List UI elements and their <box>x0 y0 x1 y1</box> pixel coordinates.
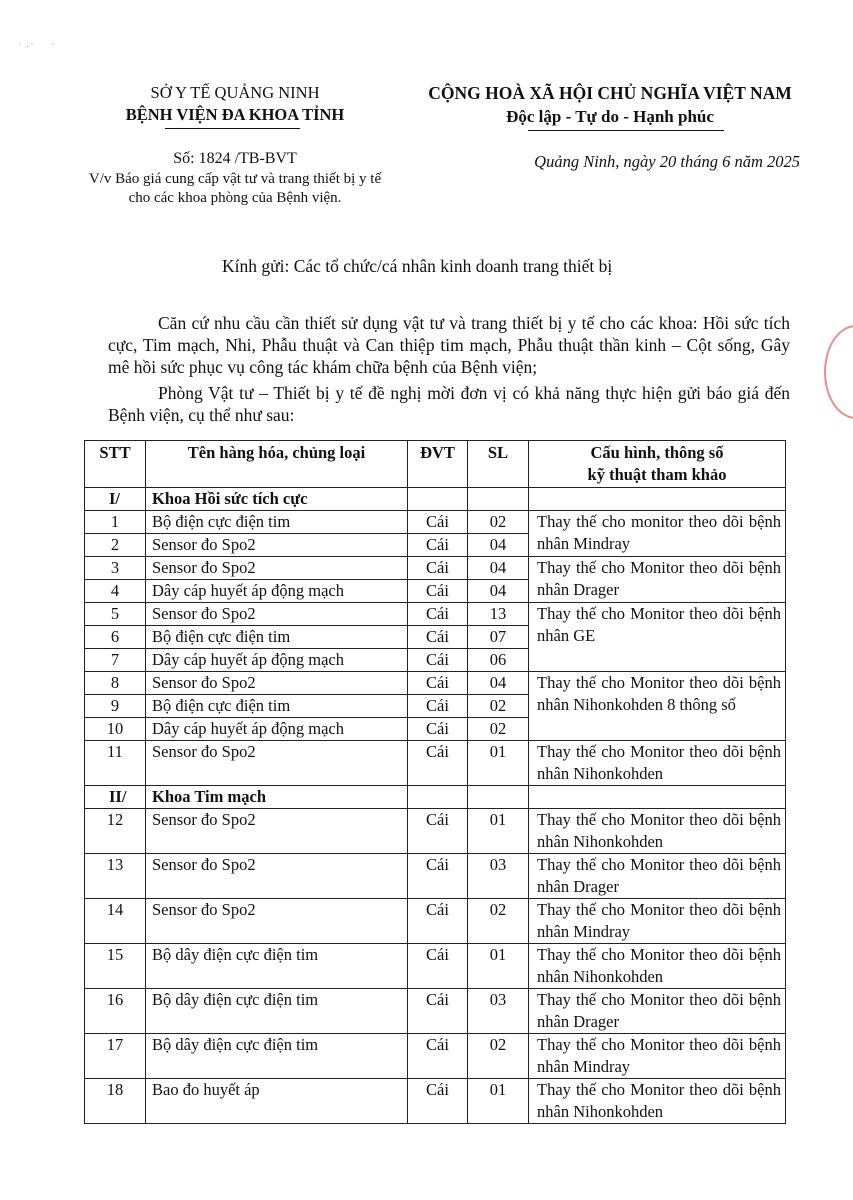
row-name: Sensor đo Spo2 <box>146 557 408 580</box>
row-qty: 04 <box>468 557 529 580</box>
stamp-seal-edge <box>824 325 853 419</box>
scan-mark: · .· · <box>18 40 56 49</box>
row-stt: 3 <box>85 557 146 580</box>
row-unit: Cái <box>408 944 468 989</box>
row-qty: 03 <box>468 854 529 899</box>
table-row <box>85 603 786 626</box>
row-spec: Thay thế cho Monitor theo dõi bệnh nhân Nihonkohden <box>529 741 786 786</box>
row-unit: Cái <box>408 1079 468 1124</box>
header-spec-line-1: Cấu hình, thông số <box>590 443 724 462</box>
row-spec: Thay thế cho Monitor theo dõi bệnh nhân Mindray <box>529 899 786 944</box>
row-qty: 07 <box>468 626 529 649</box>
row-qty: 01 <box>468 944 529 989</box>
row-qty: 03 <box>468 989 529 1034</box>
national-header <box>405 82 815 128</box>
row-qty: 02 <box>468 511 529 534</box>
row-spec: Thay thế cho Monitor theo dõi bệnh nhân GE <box>529 603 786 672</box>
row-stt: 15 <box>85 944 146 989</box>
row-stt: 5 <box>85 603 146 626</box>
row-unit: Cái <box>408 626 468 649</box>
row-name: Sensor đo Spo2 <box>146 809 408 854</box>
row-unit: Cái <box>408 534 468 557</box>
motto-underline <box>528 130 724 131</box>
section-title: Khoa Tim mạch <box>146 786 408 809</box>
section-row <box>85 488 786 511</box>
row-stt: 14 <box>85 899 146 944</box>
row-unit: Cái <box>408 899 468 944</box>
row-spec: Thay thế cho Monitor theo dõi bệnh nhân Drager <box>529 557 786 603</box>
row-name: Bộ điện cực điện tim <box>146 695 408 718</box>
row-qty: 04 <box>468 672 529 695</box>
header-stt: STT <box>85 441 146 488</box>
table-row <box>85 741 786 786</box>
row-qty: 04 <box>468 534 529 557</box>
row-stt: 8 <box>85 672 146 695</box>
row-name: Sensor đo Spo2 <box>146 603 408 626</box>
table-header-row <box>85 441 786 488</box>
row-spec: Thay thế cho Monitor theo dõi bệnh nhân Nihonkohden <box>529 944 786 989</box>
row-stt: 7 <box>85 649 146 672</box>
header-spec <box>529 441 786 488</box>
header-qty: SL <box>468 441 529 488</box>
row-unit: Cái <box>408 580 468 603</box>
row-unit: Cái <box>408 741 468 786</box>
table-row <box>85 511 786 534</box>
row-name: Dây cáp huyết áp động mạch <box>146 718 408 741</box>
table-row <box>85 899 786 944</box>
paragraph-request: Phòng Vật tư – Thiết bị y tế đề nghị mời đơn vị có khả năng thực hiện gửi báo giá đến Bệnh viện, cụ thể như sau: <box>108 383 790 425</box>
row-unit: Cái <box>408 603 468 626</box>
row-name: Sensor đo Spo2 <box>146 899 408 944</box>
section-number: I/ <box>85 488 146 511</box>
section-row <box>85 786 786 809</box>
row-qty: 01 <box>468 741 529 786</box>
row-unit: Cái <box>408 809 468 854</box>
row-unit: Cái <box>408 557 468 580</box>
section-number: II/ <box>85 786 146 809</box>
row-spec: Thay thế cho Monitor theo dõi bệnh nhân Nihonkohden <box>529 809 786 854</box>
row-name: Dây cáp huyết áp động mạch <box>146 649 408 672</box>
row-name: Sensor đo Spo2 <box>146 672 408 695</box>
org-parent: SỞ Y TẾ QUẢNG NINH <box>150 83 320 102</box>
row-name: Bộ dây điện cực điện tim <box>146 944 408 989</box>
doc-number: Số: 1824 /TB-BVT <box>173 150 297 167</box>
row-stt: 1 <box>85 511 146 534</box>
header-unit: ĐVT <box>408 441 468 488</box>
subject-line-1: V/v Báo giá cung cấp vật tư và trang thiết bị y tế <box>88 171 382 187</box>
row-name: Sensor đo Spo2 <box>146 854 408 899</box>
row-qty: 02 <box>468 718 529 741</box>
row-unit: Cái <box>408 989 468 1034</box>
greeting: Kính gửi: Các tổ chức/cá nhân kinh doanh trang thiết bị <box>222 256 613 276</box>
row-qty: 02 <box>468 695 529 718</box>
row-unit: Cái <box>408 511 468 534</box>
row-qty: 01 <box>468 809 529 854</box>
row-spec: Thay thế cho Monitor theo dõi bệnh nhân Nihonkohden <box>529 1079 786 1124</box>
issuer-block <box>85 82 385 126</box>
row-qty: 13 <box>468 603 529 626</box>
table-row <box>85 557 786 580</box>
row-spec: Thay thế cho Monitor theo dõi bệnh nhân Nihonkohden 8 thông số <box>529 672 786 741</box>
header-name: Tên hàng hóa, chủng loại <box>146 441 408 488</box>
section-title: Khoa Hồi sức tích cực <box>146 488 408 511</box>
header-spec-line-2: kỹ thuật tham khảo <box>587 465 727 484</box>
table-row <box>85 989 786 1034</box>
row-stt: 18 <box>85 1079 146 1124</box>
nation-title: CỘNG HOÀ XÃ HỘI CHỦ NGHĨA VIỆT NAM <box>428 83 792 103</box>
table-row <box>85 672 786 695</box>
row-spec: Thay thế cho Monitor theo dõi bệnh nhân Drager <box>529 854 786 899</box>
row-name: Bộ dây điện cực điện tim <box>146 989 408 1034</box>
row-stt: 12 <box>85 809 146 854</box>
row-unit: Cái <box>408 649 468 672</box>
issuer-underline <box>165 128 300 129</box>
row-unit: Cái <box>408 854 468 899</box>
row-name: Bộ điện cực điện tim <box>146 626 408 649</box>
items-table <box>84 440 786 1124</box>
row-name: Bao đo huyết áp <box>146 1079 408 1124</box>
row-name: Sensor đo Spo2 <box>146 741 408 786</box>
row-stt: 4 <box>85 580 146 603</box>
row-qty: 02 <box>468 1034 529 1079</box>
row-qty: 01 <box>468 1079 529 1124</box>
paragraph-basis: Căn cứ nhu cầu cần thiết sử dụng vật tư và trang thiết bị y tế cho các khoa: Hồi sức tích cực, Tim mạch, Nhi, Phẫu thuật và Can thiệp tim mạch, Phẫu thuật thần kinh – Cột sống, Gây mê hồi sức phục vụ công tác khám chữa bệnh của Bệnh viện; <box>108 313 790 377</box>
row-qty: 06 <box>468 649 529 672</box>
row-stt: 11 <box>85 741 146 786</box>
subject-line-2: cho các khoa phòng của Bệnh viện. <box>128 190 342 206</box>
row-unit: Cái <box>408 1034 468 1079</box>
table-row <box>85 944 786 989</box>
row-unit: Cái <box>408 695 468 718</box>
org-name: BỆNH VIỆN ĐA KHOA TỈNH <box>125 105 345 124</box>
row-stt: 10 <box>85 718 146 741</box>
row-qty: 02 <box>468 899 529 944</box>
table-row <box>85 1034 786 1079</box>
doc-number-block <box>55 148 415 208</box>
row-spec: Thay thế cho Monitor theo dõi bệnh nhân Drager <box>529 989 786 1034</box>
row-spec: Thay thế cho Monitor theo dõi bệnh nhân Mindray <box>529 1034 786 1079</box>
row-name: Bộ dây điện cực điện tim <box>146 1034 408 1079</box>
table-row <box>85 854 786 899</box>
row-name: Sensor đo Spo2 <box>146 534 408 557</box>
table-row <box>85 809 786 854</box>
row-stt: 9 <box>85 695 146 718</box>
row-stt: 6 <box>85 626 146 649</box>
row-unit: Cái <box>408 718 468 741</box>
motto: Độc lập - Tự do - Hạnh phúc <box>506 107 714 126</box>
row-qty: 04 <box>468 580 529 603</box>
row-unit: Cái <box>408 672 468 695</box>
issue-date: Quảng Ninh, ngày 20 tháng 6 năm 2025 <box>534 152 800 171</box>
row-stt: 2 <box>85 534 146 557</box>
row-name: Bộ điện cực điện tim <box>146 511 408 534</box>
row-stt: 13 <box>85 854 146 899</box>
row-name: Dây cáp huyết áp động mạch <box>146 580 408 603</box>
row-stt: 16 <box>85 989 146 1034</box>
row-stt: 17 <box>85 1034 146 1079</box>
row-spec: Thay thế cho monitor theo dõi bệnh nhân Mindray <box>529 511 786 557</box>
table-row <box>85 1079 786 1124</box>
